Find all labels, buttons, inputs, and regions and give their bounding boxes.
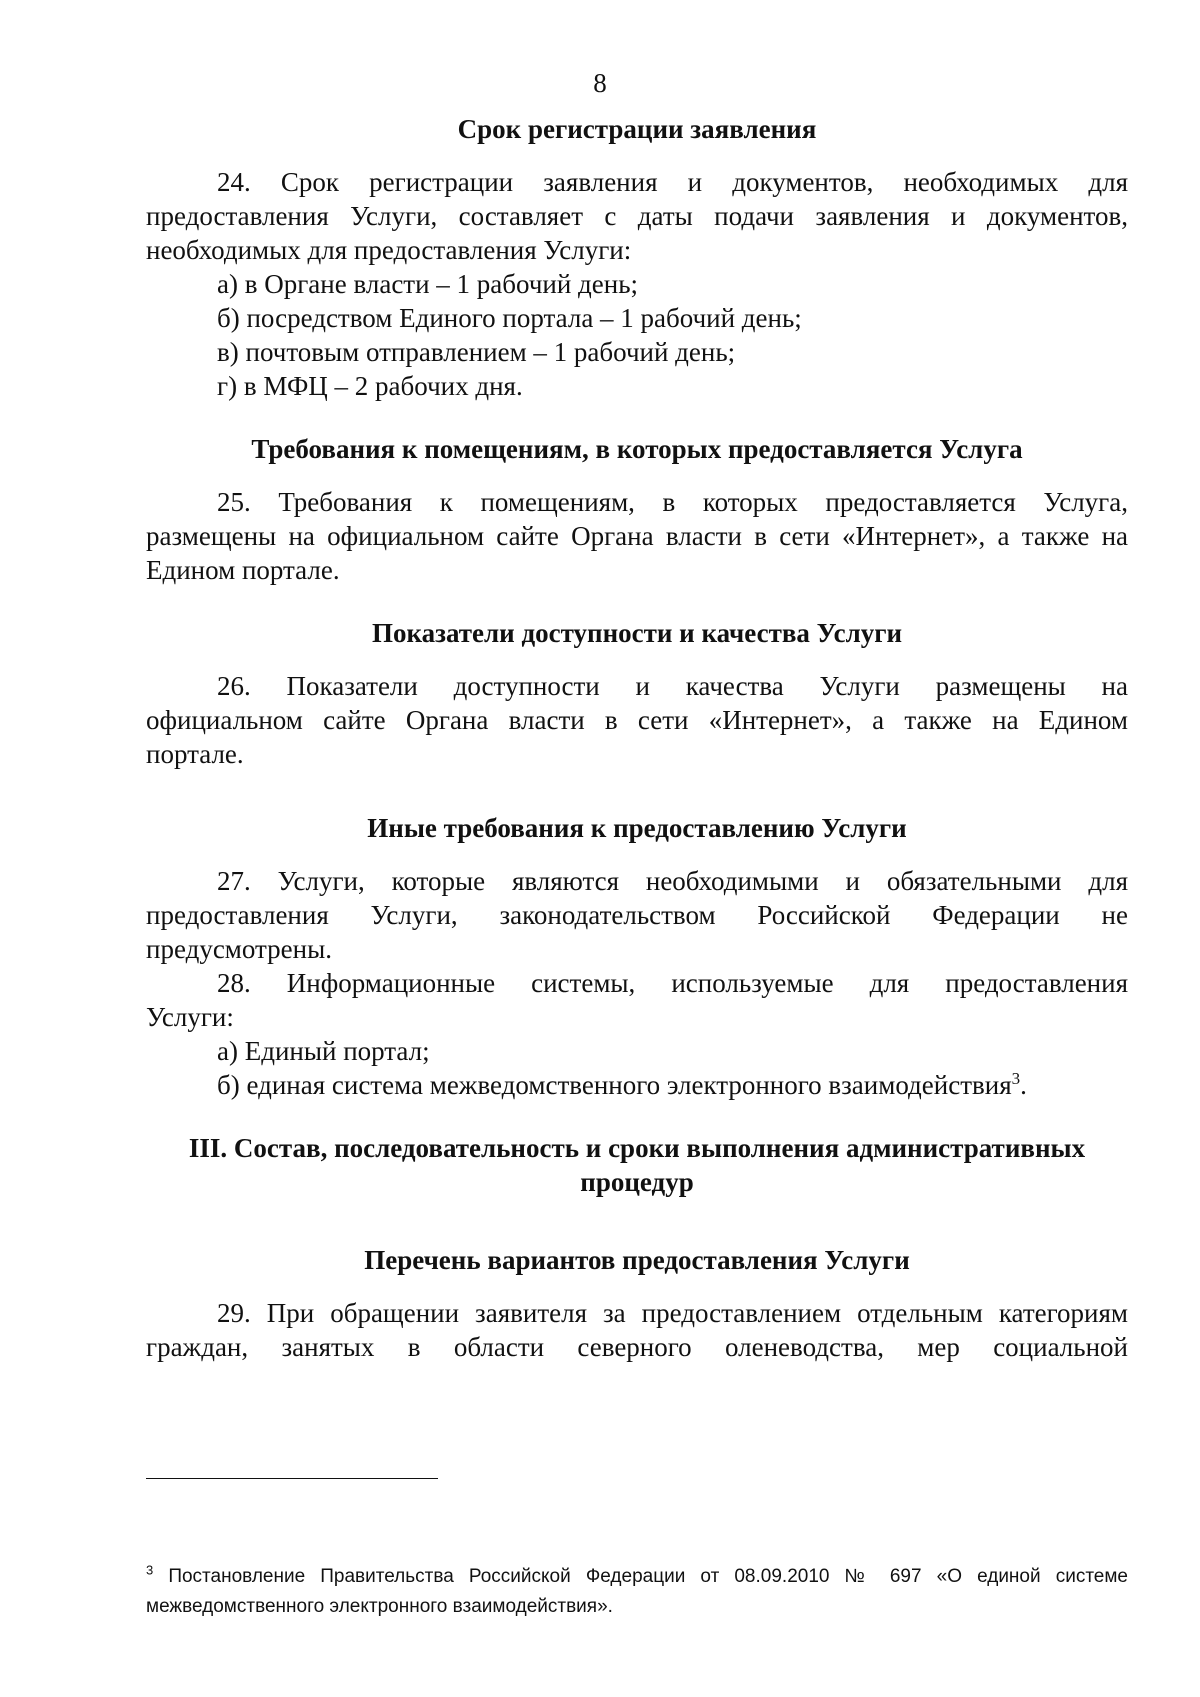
- page-number: 8: [593, 68, 607, 98]
- heading-other-requirements: Иные требования к предоставлению Услуги: [367, 813, 907, 843]
- paragraph-29: 29. При обращении заявителя за предоставлением отдельным категориям граждан, занятых в области северного оленеводства, мер социальной: [146, 1298, 1128, 1362]
- footnote-text: Постановление Правительства Российской Федерации от 08.09.2010 № 697 «О единой системе межведомственного электронного взаимодействия».: [146, 1566, 1128, 1617]
- list-item: г) в МФЦ – 2 рабочих дня.: [217, 371, 523, 401]
- heading-service-variants: Перечень вариантов предоставления Услуги: [364, 1245, 910, 1275]
- heading-premises-requirements: Требования к помещениям, в которых предоставляется Услуга: [251, 434, 1023, 464]
- heading-accessibility-indicators: Показатели доступности и качества Услуги: [371, 618, 903, 648]
- footnote: [146, 1562, 1128, 1622]
- paragraph-27: 27. Услуги, которые являются необходимыми и обязательными для предоставления Услуги, законодательством Российской Федерации не предусмотрены.: [146, 866, 1128, 964]
- paragraph-24: 24. Срок регистрации заявления и документов, необходимых для предоставления Услуги, составляет с даты подачи заявления и документов, необходимых для предоставления Услуги:: [146, 167, 1128, 265]
- list-item: в) почтовым отправлением – 1 рабочий день;: [217, 337, 736, 367]
- list-item: б) посредством Единого портала – 1 рабочий день;: [217, 303, 802, 333]
- heading-registration-term: Срок регистрации заявления: [457, 114, 817, 144]
- footnote-mark: 3: [146, 1562, 154, 1578]
- list-item: б) единая система межведомственного электронного взаимодействия$^3$.: [217, 1069, 1027, 1100]
- paragraph-26: 26. Показатели доступности и качества Услуги размещены на официальном сайте Органа власти в сети «Интернет», а также на Едином портале.: [146, 671, 1128, 769]
- footnote-separator: [146, 1478, 438, 1479]
- list-item: а) в Органе власти – 1 рабочий день;: [217, 269, 639, 299]
- footnote-reference: 3: [1011, 1069, 1021, 1088]
- page-body: [146, 112, 1128, 1364]
- paragraph-25: 25. Требования к помещениям, в которых предоставляется Услуга, размещены на официальном сайте Органа власти в сети «Интернет», а также на Едином портале.: [146, 487, 1128, 585]
- paragraph-28: 28. Информационные системы, используемые для предоставления Услуги:: [146, 968, 1128, 1032]
- heading-section-iii: III. Состав, последовательность и сроки выполнения административных процедур: [188, 1133, 1086, 1197]
- list-item: а) Единый портал;: [217, 1036, 430, 1066]
